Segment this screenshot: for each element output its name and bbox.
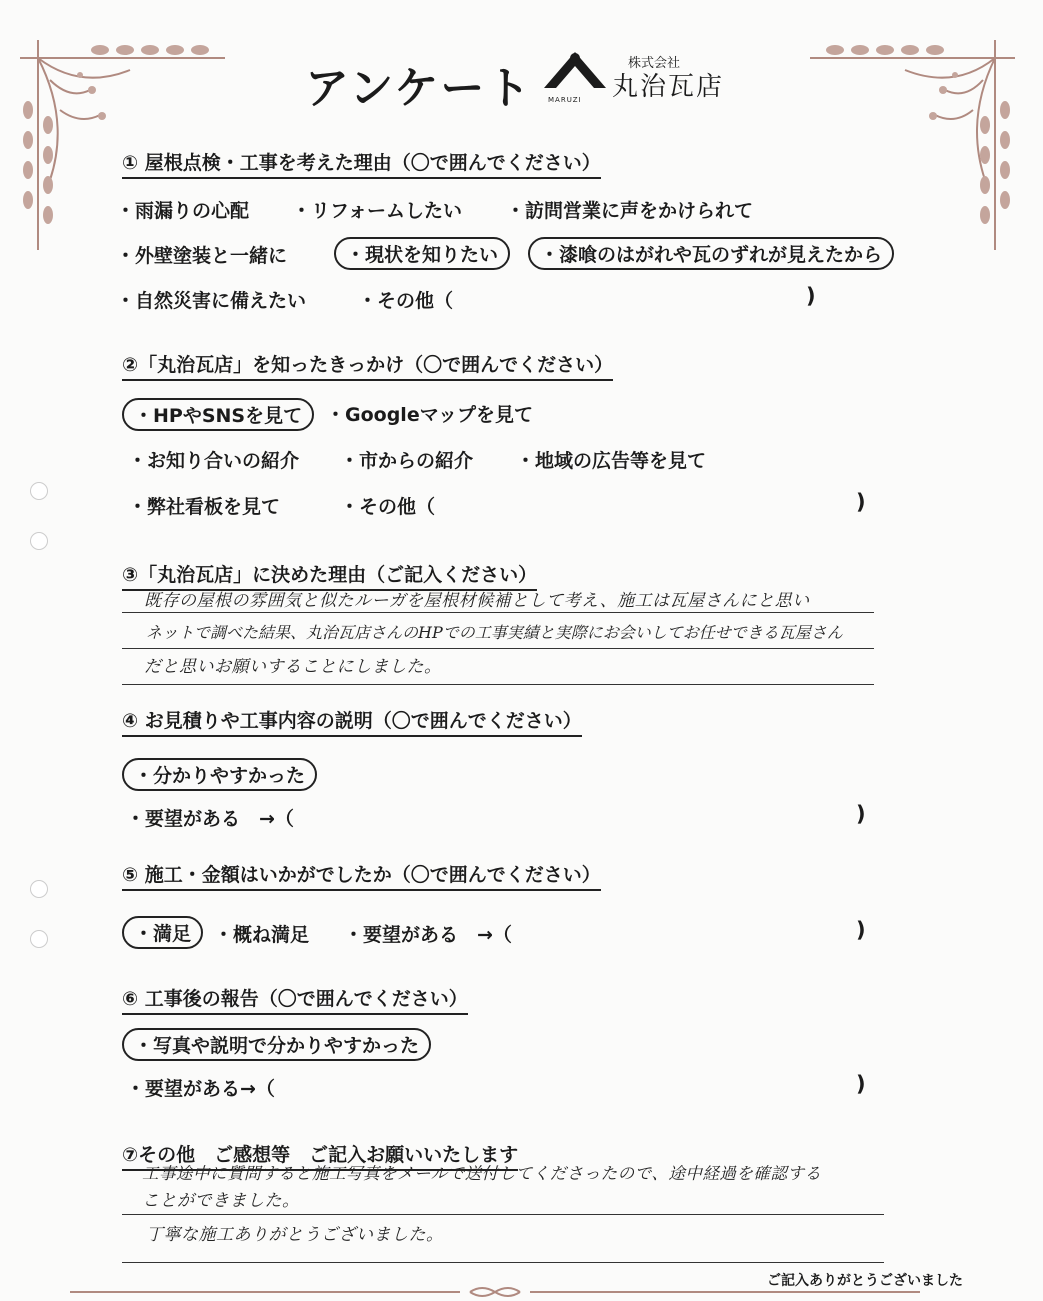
punch-hole [30,930,48,948]
q3-answer-line: 既存の屋根の雰囲気と似たルーガを屋根材候補として考え、施工は瓦屋さんにと思い [144,591,810,611]
q7-answer-line: ことができました。 [142,1191,300,1211]
q6-close-paren: ) [856,1072,866,1096]
q1-heading: ① 屋根点検・工事を考えた理由（〇で囲んでください） [122,148,601,179]
q2-option-selected[interactable]: ・HPやSNSを見て [122,398,314,431]
answer-rule [122,1214,884,1215]
q4-close-paren: ) [856,802,866,826]
ornament-top-left [10,30,230,260]
q2-heading: ②「丸治瓦店」を知ったきっかけ（〇で囲んでください） [122,350,613,381]
q7-heading: ⑦その他 ご感想等 ご記入お願いいたします [122,1140,518,1171]
company-logo-icon [540,48,610,100]
answer-rule [122,648,874,649]
q3-heading: ③「丸治瓦店」に決めた理由（ご記入ください） [122,560,537,591]
logo-wordmark: MARUZI [548,96,582,104]
answer-rule [122,684,874,685]
q1-option[interactable]: ・雨漏りの心配 [116,200,250,222]
punch-hole [30,482,48,500]
company-prefix: 株式会社 [628,56,681,71]
q1-option-selected[interactable]: ・現状を知りたい [334,237,510,270]
q3-answer-line: ネットで調べた結果、丸治瓦店さんのHPでの工事実績と実際にお会いしてお任せできる瓦屋さん [146,623,843,642]
answer-rule [122,1262,884,1263]
q7-answer-line: 丁寧な施工ありがとうございました。 [146,1225,444,1245]
q2-option[interactable]: ・地域の広告等を見て [516,450,707,472]
q1-option[interactable]: ・自然災害に備えたい [116,290,307,312]
q1-option-other[interactable]: ・その他（ [358,290,454,312]
q5-option-other[interactable]: ・要望がある →（ [344,924,512,946]
q6-option-selected[interactable]: ・写真や説明で分かりやすかった [122,1028,431,1061]
punch-hole [30,532,48,550]
q2-close-paren: ) [856,490,866,514]
q1-close-paren: ) [806,284,816,308]
q4-heading: ④ お見積りや工事内容の説明（〇で囲んでください） [122,706,582,737]
company-name: 丸治瓦店 [612,72,725,102]
q6-option-other[interactable]: ・要望がある→（ [126,1078,275,1100]
punch-hole [30,880,48,898]
answer-rule [122,612,874,613]
q2-option[interactable]: ・弊社看板を見て [128,496,281,518]
q2-option-other[interactable]: ・その他（ [340,496,436,518]
ornament-top-right [805,30,1025,260]
thanks-message: ご記入ありがとうございました [767,1273,963,1289]
q1-option[interactable]: ・訪問営業に声をかけられて [506,200,754,222]
q6-heading: ⑥ 工事後の報告（〇で囲んでください） [122,984,468,1015]
page-title: アンケート [305,63,533,114]
q2-option[interactable]: ・市からの紹介 [340,450,474,472]
q7-answer-line: 工事途中に質問すると施工写真をメールで送付してくださったので、途中経過を確認する [142,1164,822,1183]
q5-close-paren: ) [856,918,866,942]
q5-option-selected[interactable]: ・満足 [122,916,203,949]
q2-option[interactable]: ・お知り合いの紹介 [128,450,300,472]
q4-option-selected[interactable]: ・分かりやすかった [122,758,317,791]
q2-option[interactable]: ・Googleマップを見て [326,404,533,426]
q4-option-other[interactable]: ・要望がある →（ [126,808,294,830]
q5-option[interactable]: ・概ね満足 [214,924,310,946]
q5-heading: ⑤ 施工・金額はいかがでしたか（〇で囲んでください） [122,860,601,891]
q1-option-selected[interactable]: ・漆喰のはがれや瓦のずれが見えたから [528,237,894,270]
q1-option[interactable]: ・リフォームしたい [292,200,463,222]
q1-option[interactable]: ・外壁塗装と一緒に [116,245,288,267]
q3-answer-line: だと思いお願いすることにしました。 [144,657,442,677]
